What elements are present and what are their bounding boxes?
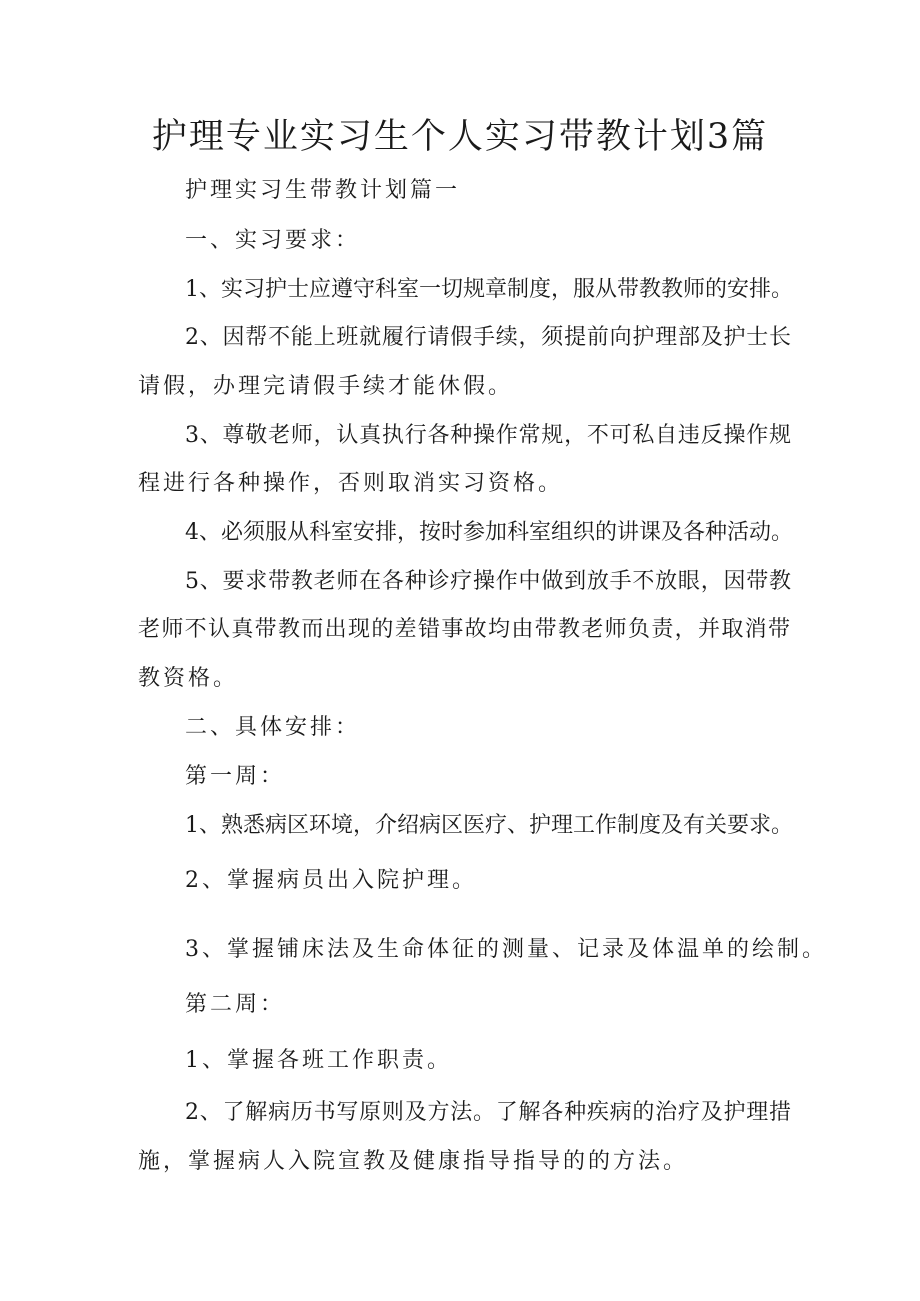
week-heading: 第二周： [185, 992, 286, 1017]
section-heading: 护理实习生带教计划篇一 [185, 178, 461, 203]
paragraph-line: 请假，办理完请假手续才能休假。 [138, 374, 514, 399]
paragraph-line: 1、实习护士应遵守科室一切规章制度，服从带教教师的安排。 [185, 277, 793, 302]
paragraph-line: 2、掌握病员出入院护理。 [185, 868, 477, 893]
week-heading: 第一周： [185, 764, 286, 789]
paragraph-line: 2、了解病历书写原则及方法。了解各种疾病的治疗及护理措 [185, 1100, 791, 1125]
paragraph-line: 5、要求带教老师在各种诊疗操作中做到放手不放眼，因带教 [185, 569, 791, 594]
paragraph-line: 3、掌握铺床法及生命体征的测量、记录及体温单的绘制。 [185, 937, 827, 962]
subsection-heading: 二、具体安排： [185, 715, 361, 740]
document-title: 护理专业实习生个人实习带教计划3篇 [151, 117, 769, 157]
paragraph-line: 2、因帮不能上班就履行请假手续，须提前向护理部及护士长 [185, 325, 791, 350]
paragraph-line: 程进行各种操作，否则取消实习资格。 [138, 471, 564, 496]
paragraph-line: 3、尊敬老师，认真执行各种操作常规，不可私自违反操作规 [185, 423, 791, 448]
subsection-heading: 一、实习要求： [185, 228, 361, 253]
paragraph-line: 教资格。 [138, 666, 239, 691]
paragraph-line: 1、熟悉病区环境，介绍病区医疗、护理工作制度及有关要求。 [185, 813, 793, 838]
paragraph-line: 1、掌握各班工作职责。 [185, 1048, 452, 1073]
paragraph-line: 4、必须服从科室安排，按时参加科室组织的讲课及各种活动。 [185, 520, 793, 545]
paragraph-line: 老师不认真带教而出现的差错事故均由带教老师负责，并取消带 [138, 617, 790, 642]
paragraph-line: 施，掌握病人入院宣教及健康指导指导的的方法。 [138, 1149, 689, 1174]
